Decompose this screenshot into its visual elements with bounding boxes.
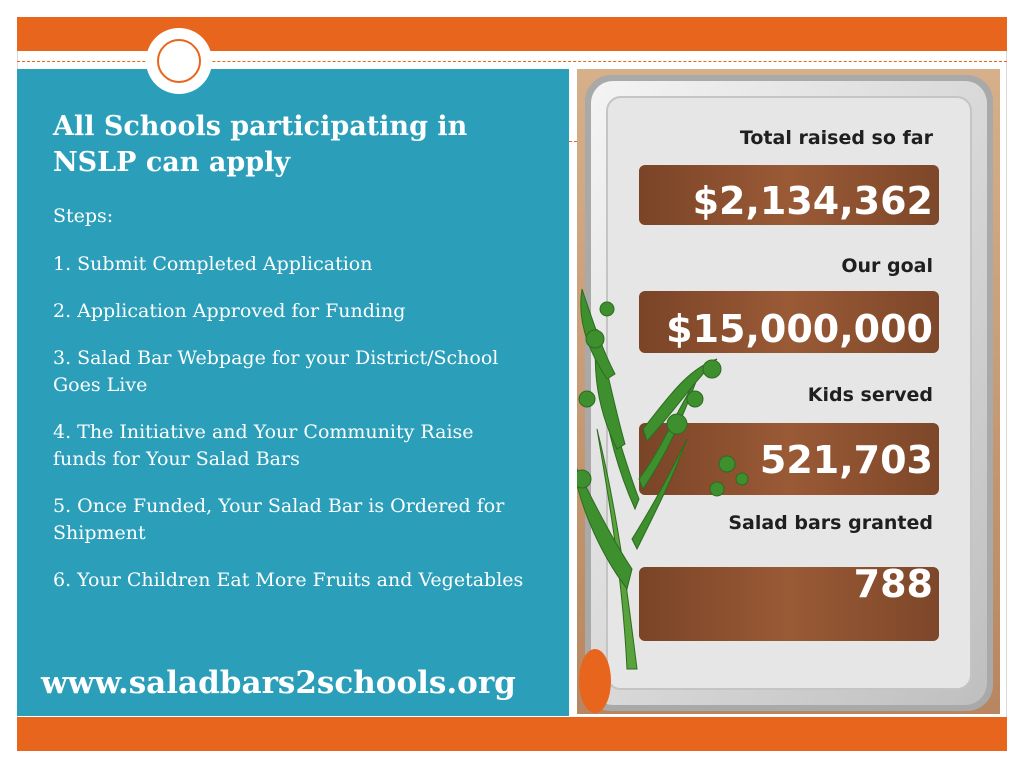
step-item: 1. Submit Completed Application [53, 253, 373, 275]
goal-label: Our goal [841, 255, 933, 277]
salad-bars-label: Salad bars granted [728, 512, 933, 534]
stats-tray-illustration [577, 69, 1000, 714]
step-item: 3. Salad Bar Webpage for your District/School Goes Live [53, 347, 499, 396]
kids-served-value: 521,703 [759, 438, 933, 482]
total-raised-value: $2,134,362 [692, 179, 933, 223]
circle-ring-icon [157, 39, 201, 83]
carrot-icon [579, 649, 611, 713]
goal-value: $15,000,000 [666, 307, 933, 351]
bottom-orange-bar [17, 717, 1007, 751]
stats-tray-image [577, 69, 1000, 714]
total-raised-label: Total raised so far [739, 127, 933, 149]
steps-list [53, 251, 531, 614]
step-item: 5. Once Funded, Your Salad Bar is Ordered for Shipment [53, 495, 505, 544]
step-item: 2. Application Approved for Funding [53, 300, 406, 322]
step-item: 6. Your Children Eat More Fruits and Vegetables [53, 569, 524, 591]
steps-label: Steps: [53, 205, 114, 227]
website-link[interactable]: www.saladbars2schools.org [41, 665, 516, 701]
salad-bars-value: 788 [853, 562, 933, 606]
slide-title: All Schools participating in NSLP can apply [53, 111, 468, 178]
kids-served-label: Kids served [807, 384, 933, 406]
dashed-divider-right [569, 141, 577, 142]
step-item: 4. The Initiative and Your Community Raise funds for Your Salad Bars [53, 421, 474, 470]
circle-emblem-icon [146, 28, 212, 94]
content-panel [17, 69, 569, 716]
